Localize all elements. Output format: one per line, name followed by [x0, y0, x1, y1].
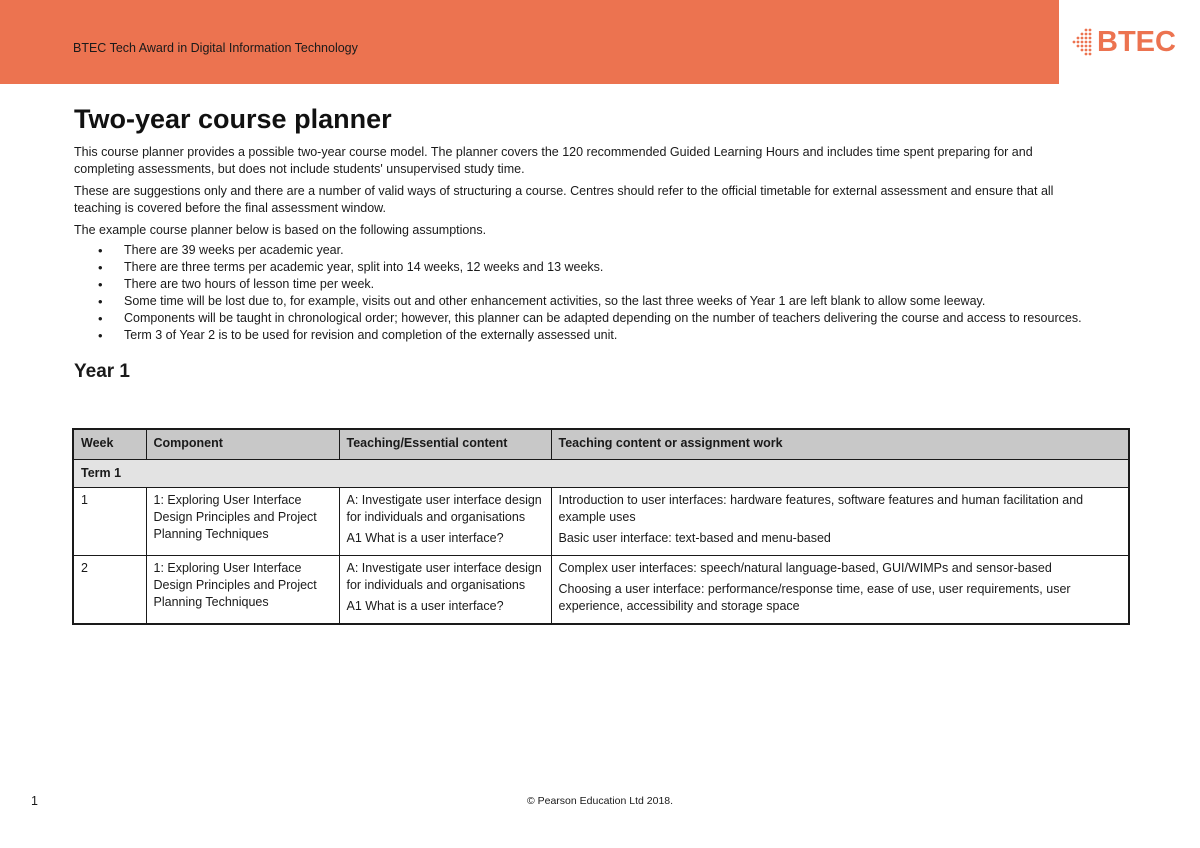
copyright-notice: © Pearson Education Ltd 2018. — [526, 795, 674, 807]
essential-content-text: A1 What is a user interface? — [346, 531, 504, 545]
term-label: Term 1 — [73, 460, 1129, 488]
list-item: • There are three terms per academic year, split into 14 weeks, 12 weeks and 13 weeks. — [124, 259, 1124, 276]
week-cell — [73, 488, 146, 556]
header-subtitle: BTEC Tech Award in Digital Information Technology — [73, 41, 358, 55]
list-item: • Components will be taught in chronological order; however, this planner can be adapted depending on the number of teachers delivering the course and access to resources. — [124, 310, 1124, 327]
assignment-work-cell — [551, 556, 1129, 625]
column-header-assignment-work: Teaching content or assignment work — [551, 429, 1129, 460]
table-row — [73, 488, 1129, 556]
btec-logo — [1072, 24, 1176, 60]
intro-paragraph: The example course planner below is based on the following assumptions. — [74, 223, 487, 237]
column-header-week: Week — [73, 429, 146, 460]
logo-text: BTEC — [1097, 26, 1176, 58]
year-heading: Year 1 — [74, 361, 130, 382]
header-banner — [0, 0, 1059, 84]
page-number: 1 — [31, 794, 38, 808]
week-cell — [73, 556, 146, 625]
essential-content-text: A1 What is a user interface? — [346, 599, 504, 613]
essential-content-cell — [339, 488, 551, 556]
logo-dots-icon — [1072, 27, 1094, 57]
assumptions-list — [74, 242, 1124, 344]
term-row — [73, 460, 1129, 488]
column-header-essential-content: Teaching/Essential content — [339, 429, 551, 460]
assignment-work-text: Complex user interfaces: speech/natural language-based, GUI/WIMPs and sensor-based — [558, 561, 1052, 575]
assignment-work-cell — [551, 488, 1129, 556]
component-text: 1: Exploring User Interface Design Principles and Project Planning Techniques — [153, 561, 317, 609]
page-title: Two-year course planner — [74, 104, 392, 134]
list-item: • Some time will be lost due to, for example, visits out and other enhancement activities, so the last three weeks of Year 1 are left blank to allow some leeway. — [124, 293, 1124, 310]
essential-content-text: A: Investigate user interface design for individuals and organisations — [346, 561, 542, 592]
intro-paragraph: These are suggestions only and there are a number of valid ways of structuring a course. Centres should refer to the official timetable for external assessment and ensure that all teaching is covered before the final assessment window. — [74, 184, 1054, 215]
essential-content-text: A: Investigate user interface design for individuals and organisations — [346, 493, 542, 524]
list-item: • Term 3 of Year 2 is to be used for revision and completion of the externally assessed unit. — [124, 327, 1124, 344]
course-planner-table — [72, 428, 1130, 625]
list-item: • There are 39 weeks per academic year. — [124, 242, 1124, 259]
table-header-row — [73, 429, 1129, 460]
assignment-work-text: Basic user interface: text-based and menu-based — [558, 531, 831, 545]
intro-paragraph: This course planner provides a possible two-year course model. The planner covers the 120 recommended Guided Learning Hours and includes time spent preparing for and completing assessments, but does not include students' unsupervised study time. — [74, 145, 1033, 176]
component-cell — [146, 488, 339, 556]
week-number: 2 — [81, 561, 88, 575]
assignment-work-text: Choosing a user interface: performance/response time, ease of use, user requirements, user experience, accessibility and storage space — [558, 582, 1071, 613]
main-content — [74, 103, 1134, 383]
assignment-work-text: Introduction to user interfaces: hardware features, software features and human facilitation and example uses — [558, 493, 1084, 524]
component-text: 1: Exploring User Interface Design Principles and Project Planning Techniques — [153, 493, 317, 541]
week-number: 1 — [81, 493, 88, 507]
essential-content-cell — [339, 556, 551, 625]
column-header-component: Component — [146, 429, 339, 460]
component-cell — [146, 556, 339, 625]
table-row — [73, 556, 1129, 625]
list-item: • There are two hours of lesson time per week. — [124, 276, 1124, 293]
